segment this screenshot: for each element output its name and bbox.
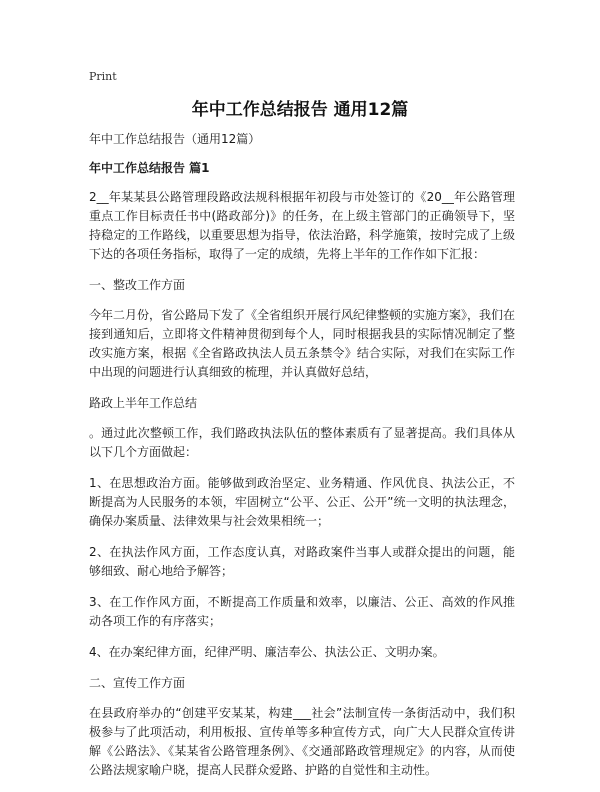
paragraph-improvement: 。通过此次整顿工作，我们路政执法队伍的整体素质有了显著提高。我们具体从以下几个方面做起： — [89, 426, 515, 459]
paragraph-rectification: 今年二月份，省公路局下发了《全省组织开展行风纪律整顿的实施方案》，我们在接到通知后，立即将文件精神贯彻到每个人，同时根据我县的实际情况制定了整改实施方案，根据《全省路政执法人员五条禁令》结合实际，对我们在实际工作中出现的问题进行认真细致的梳理，并认真做好总结， — [89, 308, 516, 379]
paragraph-item-3: 3、在工作作风方面，不断提高工作质量和效率，以廉洁、公正、高效的作风推动各项工作的有序落实； — [89, 595, 515, 628]
paragraph-item-1: 1、在思想政治方面。能够做到政治坚定、业务精通、作风优良、执法公正，不断提高为人民服务的本领，牢固树立“公平、公正、公开”统一文明的执法理念，确保办案质量、法律效果与社会效果相统一； — [89, 476, 515, 528]
document-title: 年中工作总结报告 通用12篇 — [191, 100, 409, 120]
paragraph-intro: 2__年某某县公路管理段路政法规科根据年初段与市处签订的《20__年公路管理重点工作目标责任书中(路政部分)》的任务，在上级主管部门的正确领导下，坚持稳定的工作路线，以重要思想为指导，依法治路，科学施策，按时完成了上级下达的各项任务指标，取得了一定的成绩，先将上半年的工作作如下汇报： — [89, 190, 515, 261]
document-body — [89, 130, 515, 792]
paragraph-item-2: 2、在执法作风方面，工作态度认真，对路政案件当事人或群众提出的问题，能够细致、耐心地给予解答； — [89, 545, 515, 578]
document-subtitle: 年中工作总结报告（通用12篇） — [89, 132, 261, 146]
section-title: 年中工作总结报告 篇1 — [89, 161, 210, 175]
heading-rectification: 一、整改工作方面 — [89, 278, 186, 292]
heading-publicity: 二、宣传工作方面 — [89, 676, 186, 690]
paragraph-item-4: 4、在办案纪律方面，纪律严明、廉洁奉公、执法公正、文明办案。 — [89, 645, 445, 659]
heading-half-year-summary: 路政上半年工作总结 — [89, 396, 198, 410]
paragraph-publicity: 在县政府举办的“创建平安某某，构建___社会”法制宣传一条街活动中，我们积极参与了此项活动，利用板报、宣传单等多种宣传方式，向广大人民群众宣传讲解《公路法》、《某某省公路管理条例》、《交通部路政管理规定》的内容，从而使公路法规家喻户晓，提高人民群众爱路、护路的自觉性和主动性。 — [89, 706, 515, 777]
print-label: Print — [89, 70, 117, 83]
